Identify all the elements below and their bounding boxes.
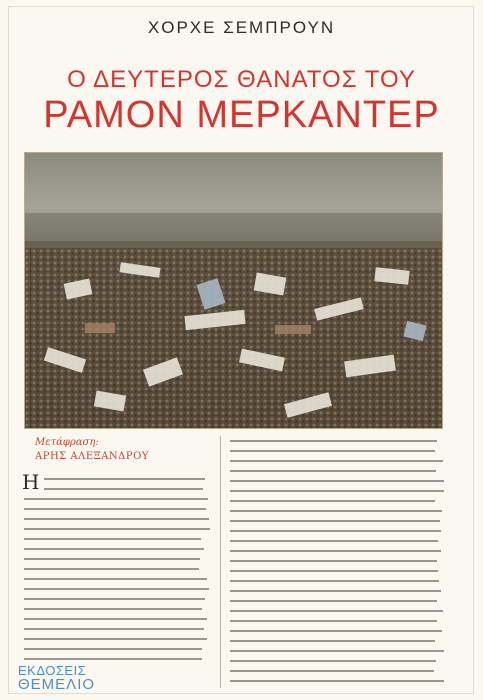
translator-name: ΑΡΗΣ ΑΛΕΞΑΝΔΡΟΥ (35, 451, 149, 462)
text-line (230, 520, 440, 522)
text-line (24, 628, 204, 630)
text-line (230, 500, 435, 502)
text-line (24, 598, 205, 600)
text-line (24, 548, 204, 550)
text-line (24, 588, 209, 590)
translation-label: Μετάφραση: (35, 437, 99, 448)
publisher-line-2: ΘΕΜΕΛΙΟ (18, 676, 96, 693)
author-name: ΧΟΡΧΕ ΣΕΜΠΡΟΥΝ (147, 18, 336, 37)
title-line-2: ΡΑΜΟΝ ΜΕΡΚΑΝΤΕΡ (43, 94, 440, 136)
column-divider (220, 436, 221, 688)
text-line (230, 460, 443, 462)
text-line (24, 518, 209, 520)
text-line (230, 660, 436, 662)
text-line (230, 630, 442, 632)
text-line (230, 580, 439, 582)
text-line (24, 638, 207, 640)
text-line (230, 610, 443, 612)
text-line (230, 510, 442, 512)
text-line (230, 450, 435, 452)
text-line (230, 490, 444, 492)
crowd-photo (24, 152, 443, 429)
drop-cap-letter: Η (22, 470, 40, 494)
text-line (230, 570, 438, 572)
text-line (230, 550, 441, 552)
text-line (230, 540, 438, 542)
text-line (230, 470, 436, 472)
text-line (230, 680, 444, 682)
text-line (230, 440, 437, 442)
text-line (230, 640, 435, 642)
text-line (24, 648, 202, 650)
crowd-photo-illustration (25, 153, 442, 428)
text-line (230, 670, 434, 672)
text-line (230, 650, 444, 652)
text-line (44, 478, 205, 480)
publisher-logo (18, 664, 134, 692)
text-line (230, 620, 437, 622)
text-line (24, 558, 200, 560)
text-line (230, 560, 437, 562)
text-line (24, 528, 210, 530)
text-line (24, 578, 207, 580)
text-line (24, 618, 207, 620)
text-line (230, 530, 441, 532)
text-line (24, 498, 208, 500)
text-line (44, 488, 203, 490)
publisher-line-1: ΕΚΔΟΣΕΙΣ (18, 663, 87, 678)
text-line (230, 600, 437, 602)
text-line (230, 480, 444, 482)
text-line (24, 568, 199, 570)
translation-credit (35, 436, 195, 464)
text-line (24, 538, 201, 540)
text-line (230, 590, 441, 592)
title-line-1: Ο ΔΕΥΤΕΡΟΣ ΘΑΝΑΤΟΣ ΤΟΥ (67, 66, 416, 93)
text-line (24, 658, 202, 660)
text-line (24, 508, 206, 510)
text-line (24, 608, 202, 610)
